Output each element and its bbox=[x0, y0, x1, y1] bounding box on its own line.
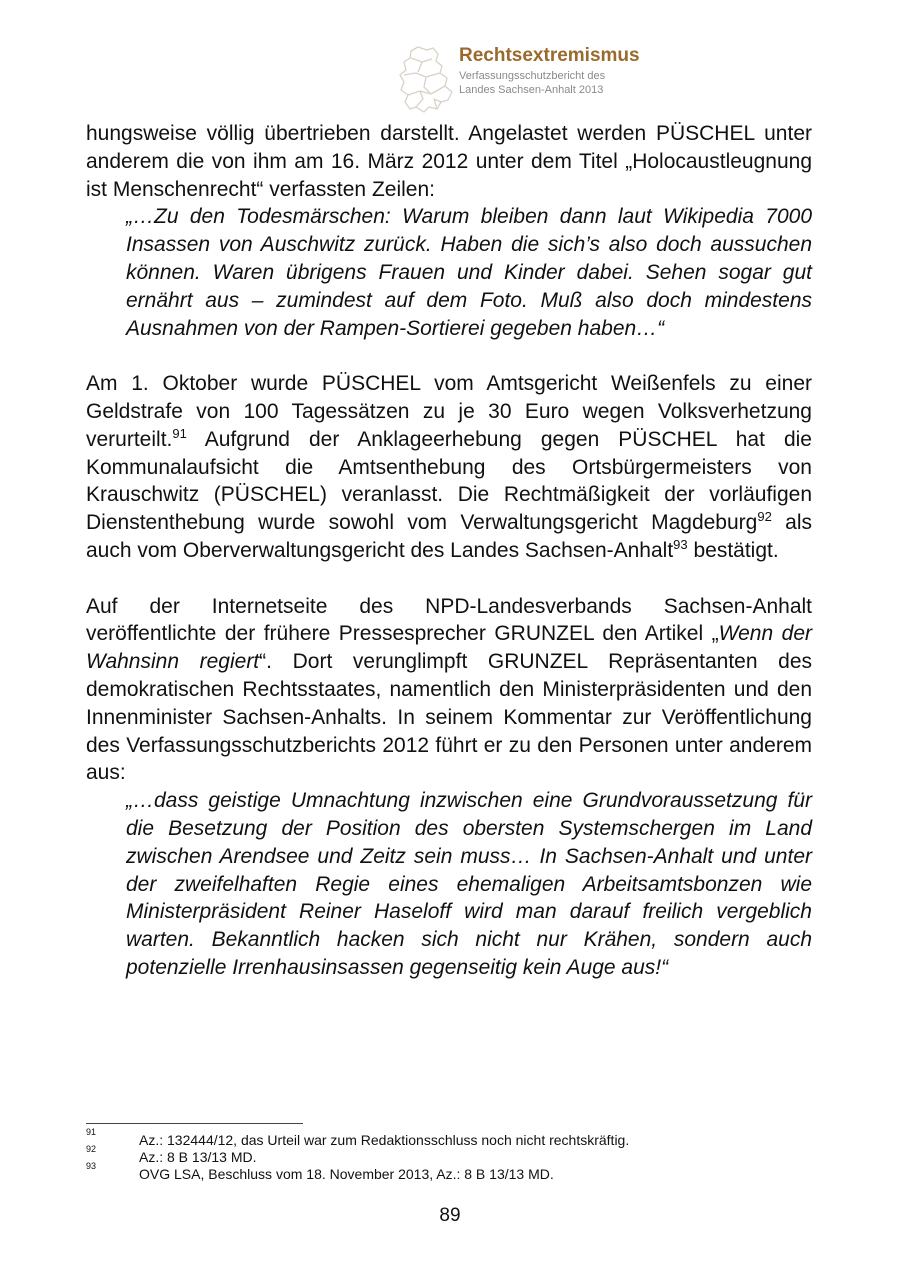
quote-grunzel: „…dass geistige Umnachtung inzwischen eine Grundvoraussetzung für die Besetzung der Position des obersten Systemschergen im Land zwischen Arendsee und Zeitz sein muss… In Sachsen-Anhalt und unter der zweifelhaften Regie eines ehemaligen Arbeitsamtsbonzen wie Ministerpräsident Reiner Haseloff wird man darauf freilich vergeblich warten. Bekanntlich hacken sich nicht nur Krähen, sondern auch potenzielle Irrenhausinsassen gegenseitig kein Auge aus!“ bbox=[126, 789, 812, 979]
article-title: Wenn der Wahnsinn regiert bbox=[86, 622, 812, 674]
footnote-number: 92 bbox=[86, 1144, 97, 1154]
header-subtitle-line1: Verfassungsschutzbericht des bbox=[459, 70, 606, 82]
paragraph-2 bbox=[86, 370, 812, 565]
page-number: 89 bbox=[439, 1205, 461, 1226]
footnote-93 bbox=[86, 1163, 812, 1180]
footnote-text: Az.: 132444/12, das Urteil war zum Redaktionsschluss noch nicht rechtskräftig. bbox=[139, 1132, 630, 1148]
footnote-91 bbox=[86, 1129, 812, 1146]
quote-holocaust: „…Zu den Todesmärschen: Warum bleiben dann laut Wikipedia 7000 Insassen von Auschwitz zurück. Haben die sich’s also doch aussuchen können. Waren übrigens Frauen und Kinder dabei. Sehen sogar gut ernährt aus – zumindest auf dem Foto. Muß also doch mindestens Ausnahmen von der Rampen-Sortierei gegeben haben…“ bbox=[126, 205, 812, 340]
footnote-92 bbox=[86, 1146, 812, 1163]
footnote-text: Az.: 8 B 13/13 MD. bbox=[139, 1149, 257, 1165]
paragraph-2-text-a: Am 1. Oktober wurde PÜSCHEL vom Amtsgericht Weißenfels zu einer Geldstrafe von 100 Tagessätzen zu je 30 Euro wegen Volksverhetzung verurteilt. bbox=[86, 372, 812, 451]
paragraph-3-text-a: Auf der Internetseite des NPD-Landesverbands Sachsen-Anhalt veröffentlichte der frühere Pressesprecher GRUNZEL den Artikel „ bbox=[86, 594, 812, 646]
footnote-text: OVG LSA, Beschluss vom 18. November 2013, Az.: 8 B 13/13 MD. bbox=[139, 1166, 554, 1182]
footnote-separator bbox=[86, 1123, 303, 1124]
footnote-ref-93[interactable]: 93 bbox=[673, 536, 688, 552]
paragraph-3 bbox=[86, 593, 812, 788]
paragraph-3-text-b: “. Dort verunglimpft GRUNZEL Repräsentanten des demokratischen Rechtsstaates, namentlich den Ministerpräsidenten und den Innenminister Sachsen-Anhalts. In seinem Kommentar zur Veröffentlichung des Verfassungsschutzberichts 2012 führt er zu den Personen unter anderem aus: bbox=[86, 650, 812, 785]
paragraph-2-text-d: bestätigt. bbox=[687, 538, 779, 562]
page-header bbox=[396, 42, 716, 114]
paragraph-2-text-c: als auch vom Oberverwaltungsgericht des Landes Sachsen-Anhalt bbox=[86, 511, 812, 562]
footnote-ref-92[interactable]: 92 bbox=[757, 509, 772, 525]
saxony-anhalt-map-icon bbox=[396, 44, 456, 114]
footnote-ref-91[interactable]: 91 bbox=[172, 425, 187, 441]
main-text bbox=[86, 120, 812, 982]
paragraph-2-text-b: Aufgrund der Anklageerhebung gegen PÜSCHEL hat die Kommunalaufsicht die Amtsenthebung des Ortsbürgermeisters von Krauschwitz (PÜSCHEL) veranlasst. Die Rechtmäßigkeit der vorläufigen Dienstenthebung wurde sowohl vom Verwaltungsgericht Magdeburg bbox=[86, 427, 812, 535]
header-title: Rechtsextremismus bbox=[459, 45, 640, 66]
paragraph-1: hungsweise völlig übertrieben darstellt. Angelastet werden PÜSCHEL unter anderem die von ihm am 16. März 2012 unter dem Titel „Holocaustleugnung ist Menschenrecht“ verfassten Zeilen: bbox=[86, 122, 812, 201]
footnotes bbox=[86, 1129, 812, 1180]
footnote-number: 91 bbox=[86, 1127, 97, 1137]
header-subtitle-line2: Landes Sachsen-Anhalt 2013 bbox=[459, 84, 604, 96]
footnote-number: 93 bbox=[86, 1161, 97, 1171]
